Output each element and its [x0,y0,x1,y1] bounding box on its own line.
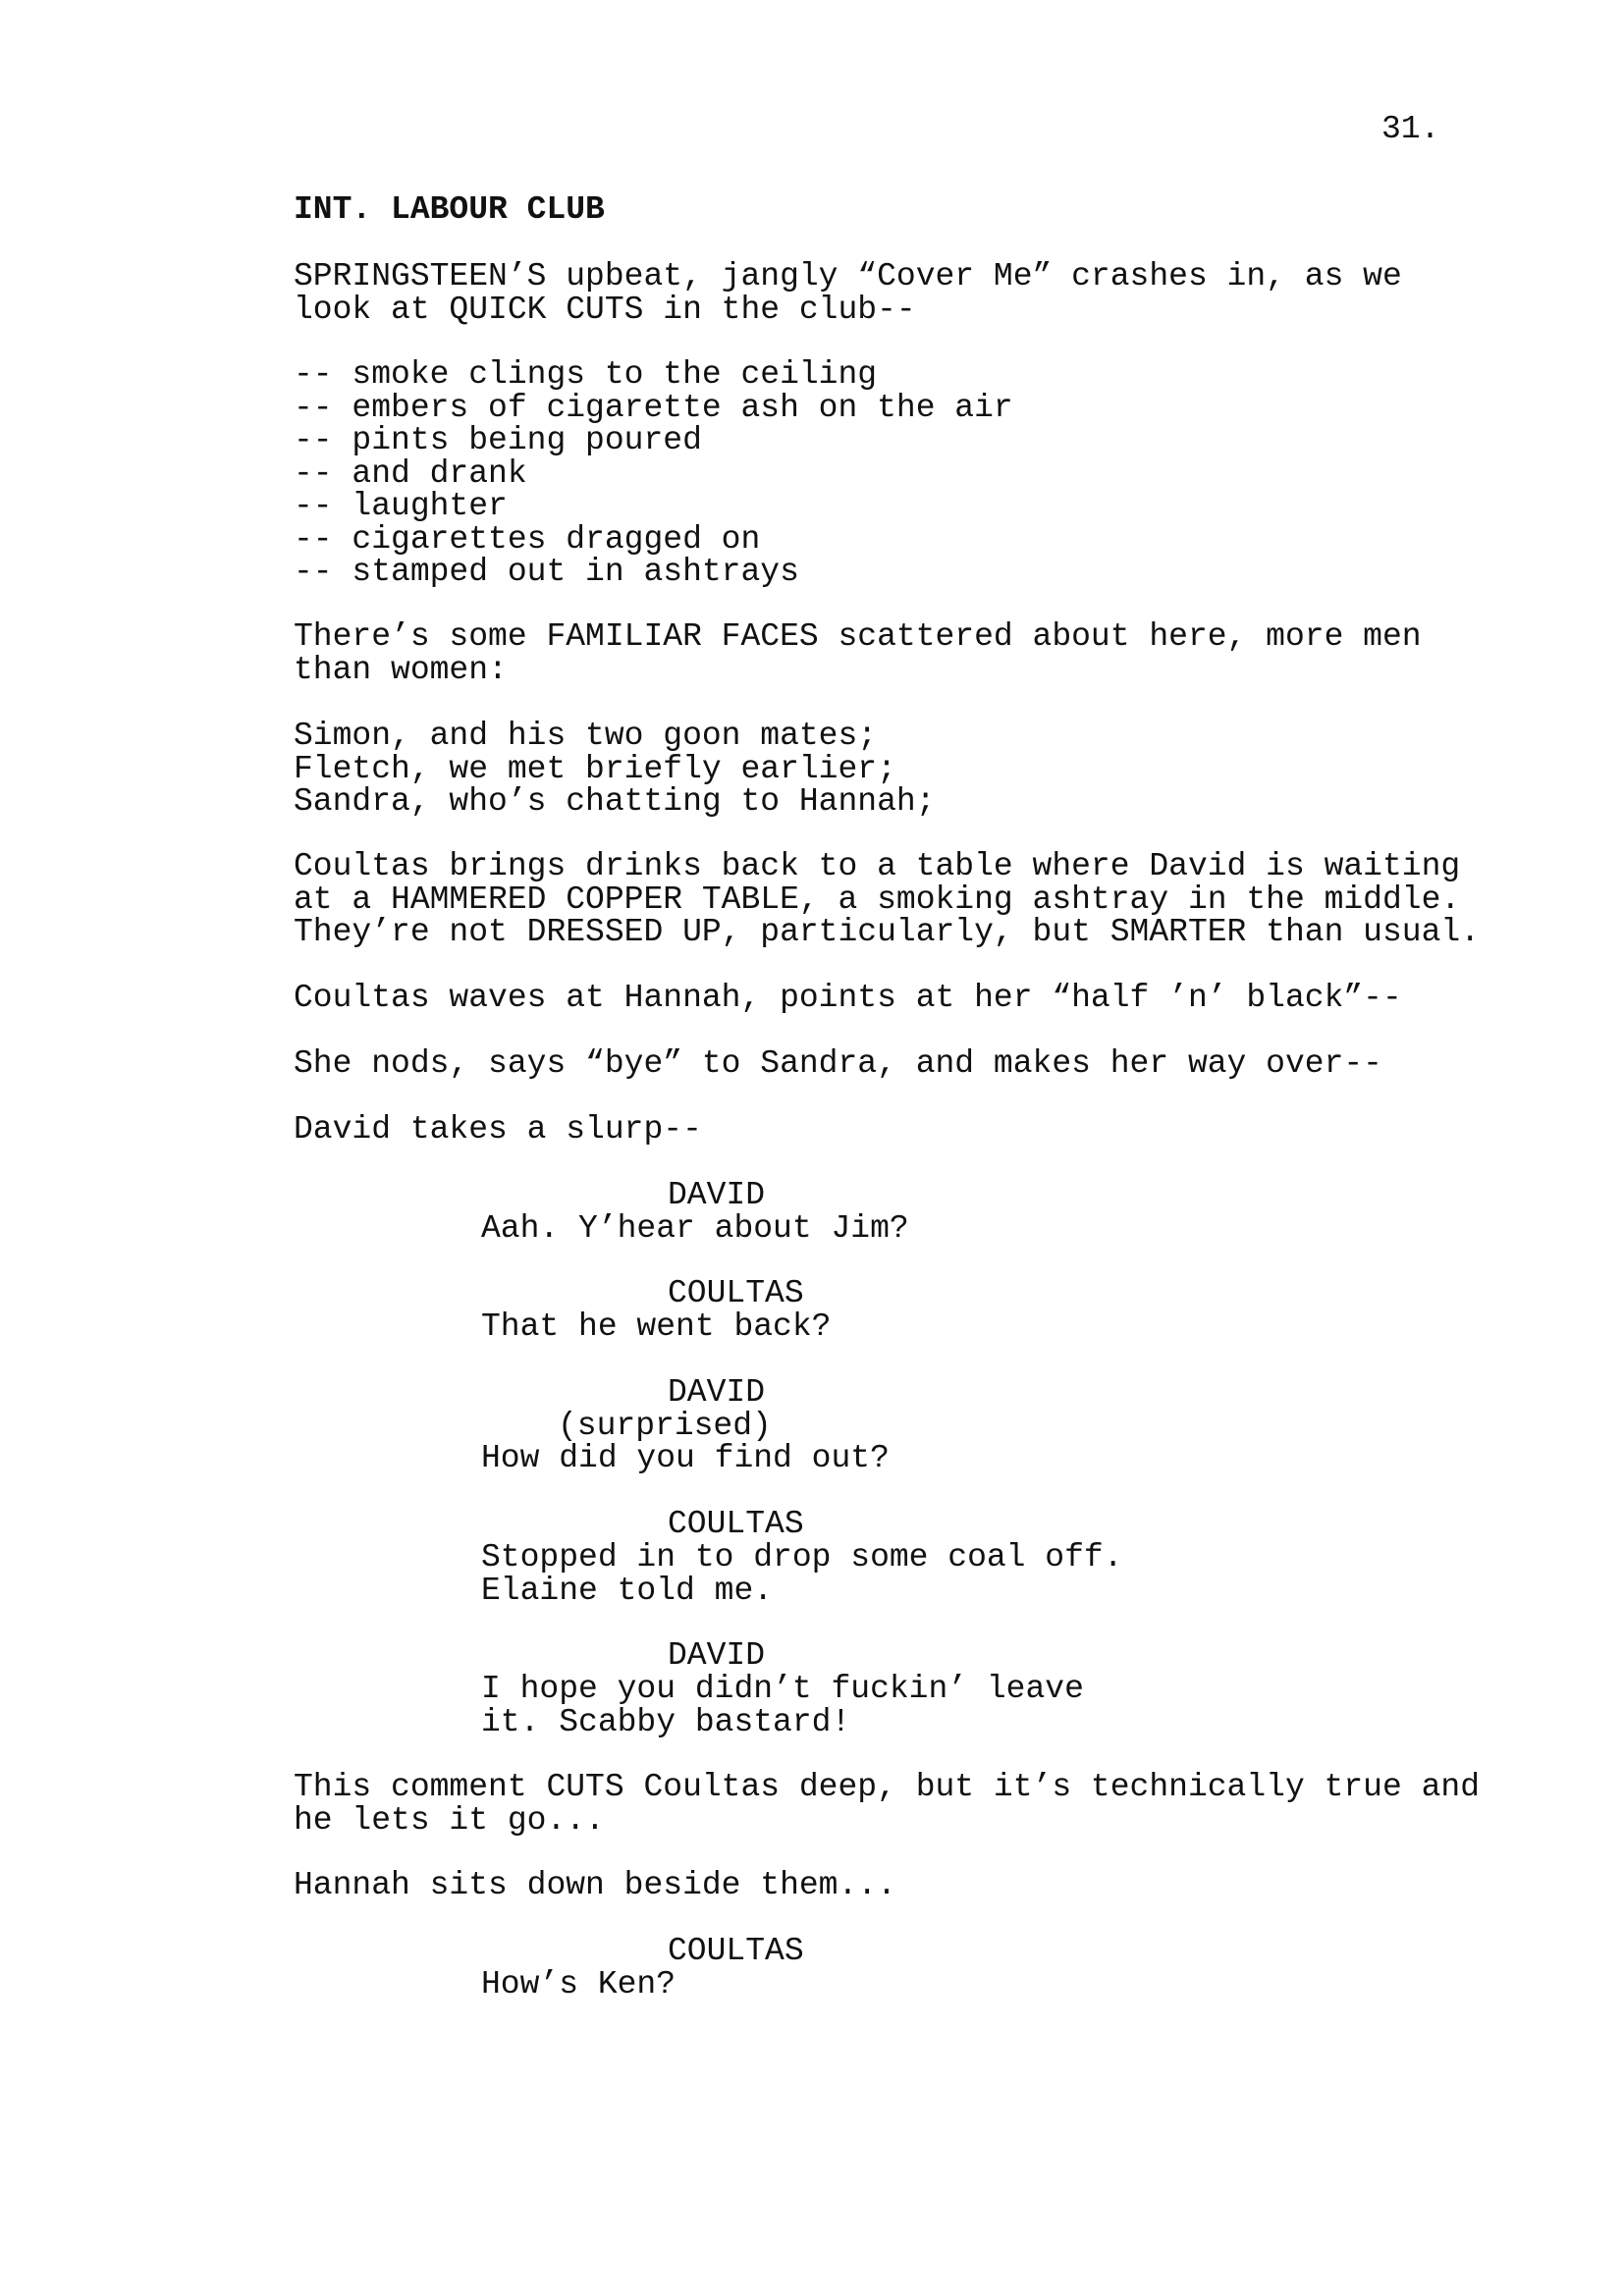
dialogue-line: Aah. Y’hear about Jim? [481,1210,909,1247]
action-paragraph: David takes a slurp-- [294,1111,702,1148]
character-name: DAVID [668,1637,766,1674]
action-paragraph: Coultas waves at Hannah, points at her “half ’n’ black”-- [294,980,1402,1016]
action-paragraph: She nods, says “bye” to Sandra, and makes her way over-- [294,1045,1382,1082]
dialogue-line: How’s Ken? [481,1966,676,2002]
action-paragraph: This comment CUTS Coultas deep, but it’s technically true and he lets it go... [294,1769,1480,1839]
parenthetical: (surprised) [558,1408,772,1444]
quick-cuts-list: -- smoke clings to the ceiling -- embers of cigarette ash on the air -- pints being poured -- and drank -- laughter -- cigarettes dragged on -- stamped out in ashtrays [294,356,1013,590]
character-name: COULTAS [668,1275,804,1311]
action-paragraph: Hannah sits down beside them... [294,1867,896,1903]
action-paragraph: SPRINGSTEEN’S upbeat, jangly “Cover Me” crashes in, as we look at QUICK CUTS in the club-- [294,258,1402,328]
dialogue-line: Stopped in to drop some coal off. Elaine told me. [481,1539,1123,1609]
action-paragraph: Simon, and his two goon mates; Fletch, we met briefly earlier; Sandra, who’s chatting to Hannah; [294,718,936,820]
dialogue-line: I hope you didn’t fuckin’ leave it. Scabby bastard! [481,1671,1084,1740]
character-name: DAVID [668,1177,766,1213]
scene-heading: INT. LABOUR CLUB [294,191,605,228]
action-paragraph: Coultas brings drinks back to a table where David is waiting at a HAMMERED COPPER TABLE, a smoking ashtray in the middle. They’re not DRESSED UP, particularly, but SMARTER than usual. [294,848,1480,950]
page-number: 31. [1381,111,1440,147]
character-name: COULTAS [668,1933,804,1969]
dialogue-line: That he went back? [481,1308,832,1345]
action-paragraph: There’s some FAMILIAR FACES scattered about here, more men than women: [294,618,1422,688]
dialogue-line: How did you find out? [481,1440,890,1476]
character-name: COULTAS [668,1506,804,1542]
character-name: DAVID [668,1374,766,1411]
